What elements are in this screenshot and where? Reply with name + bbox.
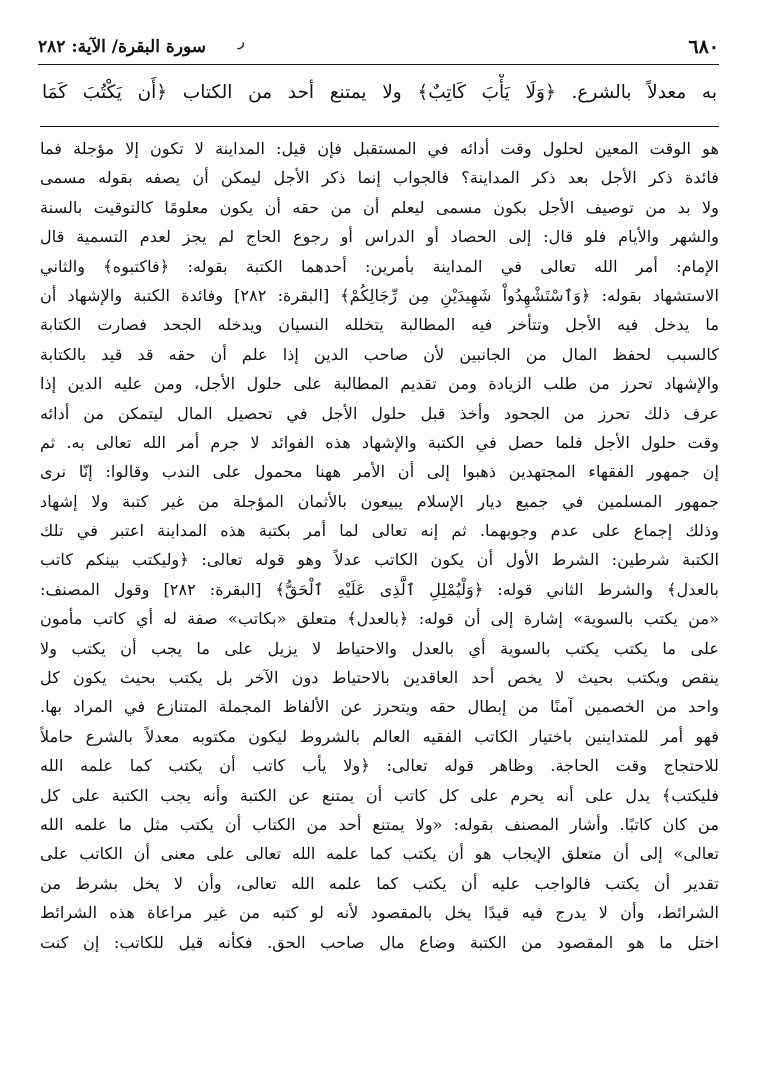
commentary-line: كالسبب لحفظ المال من الجانبين لأن صاحب الدين إذا علم أن حقه قد قيد بالكتابة xyxy=(40,344,719,364)
commentary-line: الإمام: أمر الله تعالى في المداينة بأمرين: أحدهما الكتبة بقوله: ﴿فاكتبوه﴾ والثاني xyxy=(40,256,719,276)
commentary-line: الاستشهاد بقوله: ﴿وَٱسْتَشْهِدُواْ شَهِيدَيْنِ مِن رِّجَالِكُمْ﴾ [البقرة: ٢٨٢] وفائدة الكتبة والإشهاد أن xyxy=(40,285,719,305)
page-number: ٦٨٠ xyxy=(688,36,719,58)
commentary-line: على ما يكتب يكتب بالسوية أي بالعدل والاحتياط لا يزيل على ما يجب أن يكتب ولا xyxy=(40,638,719,658)
commentary-line: بالعدل﴾ والشرط الثاني قوله: ﴿وَلْيُمْلِلِ ٱلَّذِى عَلَيْهِ ٱلْحَقُّ﴾ [البقرة: ٢٨٢] وقول المصنف: xyxy=(40,579,719,599)
commentary-line: والإشهاد تحرز من طلب الزيادة ومن تقديم المطالبة على حلول الأجل، ومن عليه الدين إذا xyxy=(40,374,719,394)
commentary-line: وذلك إجماع على عدم وجوبهما. ثم إنه تعالى لما أمر بكتبة هذه المداينة اعتبر في تلك xyxy=(40,521,719,541)
commentary-line: وقت حلول الأجل فلما حصل في الكتبة والإشهاد هذه الفوائد لا جرم أمر الله تعالى به. ثم xyxy=(40,432,719,452)
header-mark: ر xyxy=(238,34,245,50)
commentary-line: ولا بد من توصيف الأجل بكون مسمى ليعلم أن من حقه أن يكون معلومًا كالتوقيت بالسنة xyxy=(40,197,719,217)
commentary-line: ما يدخل فيه الأجل وتتأخر فيه المطالبة يتخلله النسيان ويدخله الجحد فصارت الكتابة xyxy=(40,315,719,335)
commentary-line: ينقص ويكتب بحيث لا يخص أحد العاقدين بالاحتياط دون الآخر بل يكتب بحيث يكون كل xyxy=(40,668,719,688)
commentary-line: جمهور المسلمين في جميع ديار الإسلام يبيعون بالأثمان المؤجلة من غير كتبة ولا إشهاد xyxy=(40,491,719,511)
commentary-line: تقدير أن يكتب فالواجب عليه أن يكتب كما علمه الله تعالى، وأن لا يخل بشرط من xyxy=(40,873,719,893)
commentary-line: تعالى» إلى أن متعلق الإيجاب هو أن يكتب كما علمه الله تعالى على معنى أن الكاتب على xyxy=(40,844,719,864)
commentary-line: اختل ما هو المقصود من الكتبة وضاع مال صاحب الحق. فكأنه قيل للكاتب: إن كنت xyxy=(40,932,719,952)
commentary-line: إن جمهور الفقهاء المجتهدين ذهبوا إلى أن الأمر ههنا محمول على الندب وقالوا: إنّا نرى xyxy=(40,462,719,482)
running-head: سورة البقرة/ الآية: ٢٨٢ xyxy=(38,37,206,57)
commentary-line: والشهر والأيام فلو قال: إلى الحصاد أو الدراس أو رجوع الحاج لم يجز لعدم التسمية قال xyxy=(40,227,719,247)
commentary-line: عرف ذلك تحرز من الجحود وأخذ قبل حلول الأجل في تحصيل المال ليتمكن من أدائه xyxy=(40,403,719,423)
commentary-line: فليكتب﴾ يدل على أنه يحرم على كل كاتب أن يمتنع عن الكتبة وأنه يجب الكتبة على كل xyxy=(40,785,719,805)
commentary-line: هو الوقت المعين لحلول وقت أدائه في المستقبل فإن قيل: المداينة لا تكون إلا مؤجلة فما xyxy=(40,139,719,158)
page-header xyxy=(38,30,719,65)
commentary-line: للاحتجاج وقت الحاجة. وظاهر قوله تعالى: ﴿ولا يأب كاتب أن يكتب كما علمه الله xyxy=(40,756,719,776)
matn-text-line: به معدلاً بالشرع. ﴿وَلَا يَأْبَ كَاتِبٌ﴾ ولا يمتنع أحد من الكتاب ﴿أَن يَكْتُبَ كَمَا xyxy=(42,82,717,103)
commentary-line: واحد من الخصمين آمنًا من إبطال حقه ويتحرز عن الألفاظ المجملة المتنازع في المراد بها. xyxy=(40,697,719,717)
commentary-line: فهو أمر للمتداينين باختيار الكاتب الفقيه العالم بالشروط ليكون مكتوبه معدلاً بالشرع حاملاً xyxy=(40,726,719,746)
separator-rule xyxy=(40,126,719,127)
commentary-line: «من يكتب بالسوية» إشارة إلى أن قوله: ﴿بالعدل﴾ متعلق «بكاتب» صفة له أي كاتب مأمون xyxy=(40,609,719,629)
commentary-line: فائدة ذكر الأجل بعد ذكر المداينة؟ فالجواب إنما ذكر الأجل ليمكن أن يصفه بقوله مسمى xyxy=(40,168,719,188)
commentary-line: الشرائط، وأن لا يدرج فيه قيدًا يخل بالمقصود لأنه لو كتبه من غير مراعاة هذه الشرائط xyxy=(40,903,719,923)
commentary-line: من كان كاتبًا. وأشار المصنف بقوله: «ولا يمتنع أحد من الكتاب أن يكتب مثل ما علمه الله xyxy=(40,814,719,834)
commentary-line: الكتبة شرطين: الشرط الأول أن يكون الكاتب عدلاً وهو قوله تعالى: ﴿وليكتب بينكم كاتب xyxy=(40,550,719,570)
commentary-body xyxy=(40,134,719,957)
